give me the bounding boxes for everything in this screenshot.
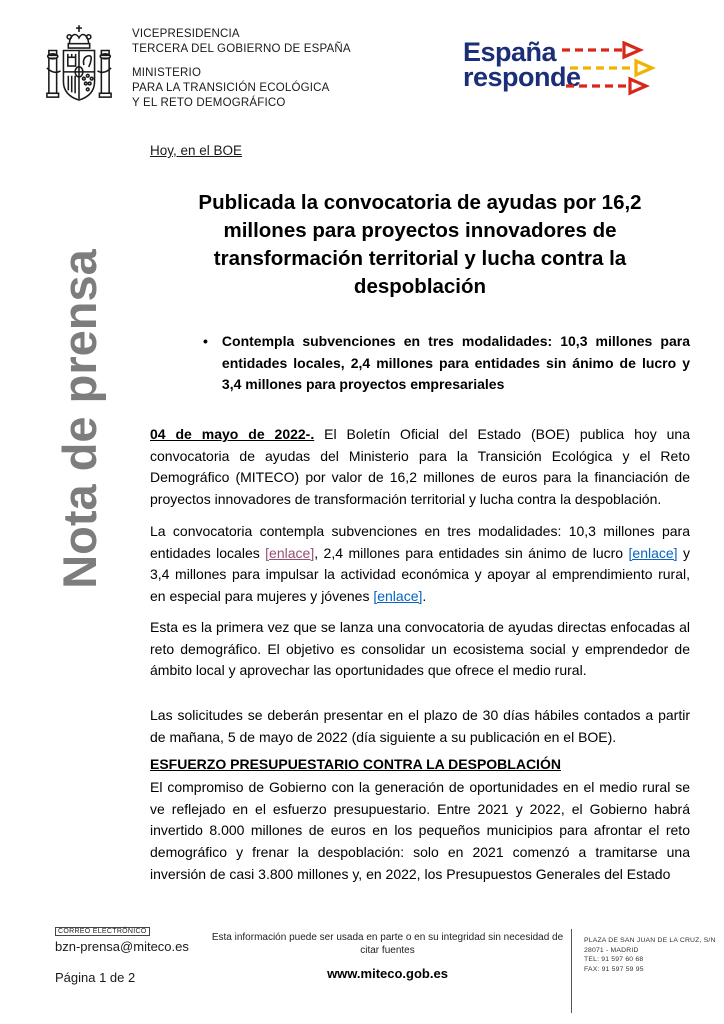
bullet-marker: • (203, 333, 208, 349)
usage-note: Esta información puede ser usada en parte o en su integridad sin necesidad de citar fuentes (211, 932, 564, 956)
title-line: despoblación (353, 275, 487, 298)
title-line: transformación territorial y lucha contra la (213, 247, 627, 270)
header-vicepresidencia (132, 27, 351, 57)
paragraph-2-text: La convocatoria contempla subvenciones en tres modalidades: 10,3 millones para entidades locales (150, 523, 690, 561)
footer-divider (571, 929, 572, 1013)
page-indicator: Página 1 de 2 (55, 970, 136, 985)
logo-line-2: responde (463, 62, 581, 92)
email-label-box: CORREO ELECTRÓNICO (55, 927, 150, 936)
document-title (150, 189, 690, 301)
bullet-text: Contempla subvenciones en tres modalidades: 10,3 millones para entidades locales, 2,4 millones para entidades sin ánimo de lucro y 3,4 millones para proyectos empresariales (221, 333, 690, 392)
address-block (584, 936, 716, 974)
header-ministry (132, 66, 330, 111)
enlace-link-3[interactable]: [enlace] (373, 588, 423, 605)
dateline: 04 de mayo de 2022-. (150, 426, 315, 442)
ministry-line: MINISTERIO (132, 67, 202, 79)
spain-coat-of-arms-icon (44, 24, 114, 110)
summary-bullet (203, 331, 690, 396)
address-line: 28071 - MADRID (584, 946, 639, 954)
ministry-line: Y EL RETO DEMOGRÁFICO (132, 97, 286, 109)
title-line: millones para proyectos innovadores de (223, 219, 617, 242)
paragraph-2-text: y 3,4 millones para impulsar la actividad económica y apoyar al emprendimiento rural, en especial para mujeres y jóvenes (150, 544, 690, 605)
paragraph-2-text: . (422, 588, 427, 605)
nota-de-prensa-label: Nota de prensa (53, 249, 106, 589)
dept-line: TERCERA DEL GOBIERNO DE ESPAÑA (132, 43, 351, 55)
paragraph-4: Las solicitudes se deberán presentar en el plazo de 30 días hábiles contados a partir de mañana, 5 de mayo de 2022 (día siguiente a su publicación en el BOE). (150, 707, 690, 745)
website-url[interactable]: www.miteco.gob.es (327, 966, 448, 981)
dept-line: VICEPRESIDENCIA (132, 28, 240, 40)
address-line: TEL: 91 597 60 68 (584, 956, 644, 963)
address-line: PLAZA DE SAN JUAN DE LA CRUZ, S/N (584, 937, 716, 944)
paragraph-2-text: , 2,4 millones para entidades sin ánimo de lucro (314, 544, 629, 561)
paragraph-5: El compromiso de Gobierno con la generación de oportunidades en el medio rural se ve reflejado en el esfuerzo presupuestario. Entre 2021 y 2022, el Gobierno habrá invertido 8.000 millones de euros en los pequeños municipios para afrontar el reto demográfico y frenar la despoblación: solo en 2021 comenzó a tramitarse una inversión de casi 3.800 millones y, en 2022, los Presupuestos Generales del Estado (150, 779, 690, 882)
address-line: FAX: 91 597 59 95 (584, 965, 644, 973)
title-line: Publicada la convocatoria de ayudas por 16,2 (198, 191, 642, 214)
enlace-link-1[interactable]: [enlace] (265, 544, 315, 561)
section-heading: ESFUERZO PRESUPUESTARIO CONTRA LA DESPOBLACIÓN (150, 756, 561, 772)
espana-responde-arrows-icon (560, 41, 664, 97)
paragraph-1-text: El Boletín Oficial del Estado (BOE) publica hoy una convocatoria de ayudas del Ministerio para la Transición Ecológica y el Reto Demográfico (MITECO) por valor de 16,2 millones de euros para la financiación de proyectos innovadores de transformación territorial y lucha contra la despoblación. (150, 426, 690, 508)
espana-responde-logo (463, 37, 668, 102)
press-email[interactable]: bzn-prensa@miteco.es (55, 939, 189, 954)
paragraph-1 (150, 424, 690, 511)
paragraph-3: Esta es la primera vez que se lanza una convocatoria de ayudas directas enfocadas al reto demográfico. El objetivo es consolidar un ecosistema social y emprendedor de ámbito local y aprovechar las oportunidades que ofrece el medio rural. (150, 619, 690, 679)
ministry-line: PARA LA TRANSICIÓN ECOLÓGICA (132, 82, 330, 94)
paragraph-2 (150, 521, 690, 608)
kicker-hoy-en-el-boe: Hoy, en el BOE (150, 143, 243, 158)
logo-line-1: España (463, 37, 557, 67)
enlace-link-2[interactable]: [enlace] (628, 544, 678, 561)
